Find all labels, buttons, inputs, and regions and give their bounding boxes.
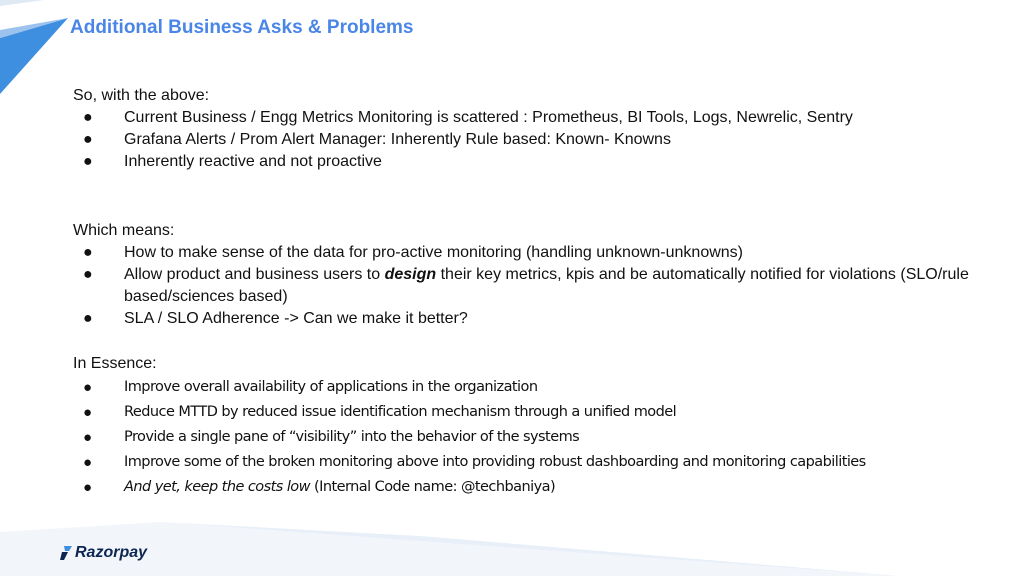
bullet-icon: ●	[83, 153, 93, 170]
corner-decoration-top	[0, 0, 80, 100]
list-item: ● Improve some of the broken monitoring above into providing robust dashboarding and monitoring capabilities	[73, 450, 973, 475]
list-item: ● Current Business / Engg Metrics Monitoring is scattered : Prometheus, BI Tools, Logs, Newrelic, Sentry	[73, 107, 973, 129]
section-which-means	[73, 220, 973, 330]
section-with-above	[73, 85, 973, 173]
list-item: ● And yet, keep the costs low (Internal Code name: @techbaniya)	[73, 475, 973, 500]
bullet-icon: ●	[83, 429, 92, 446]
list-item: ● Inherently reactive and not proactive	[73, 151, 973, 173]
razorpay-logo-icon	[60, 546, 72, 560]
section-heading: Which means:	[73, 222, 175, 239]
bullet-icon: ●	[83, 244, 93, 261]
bullet-icon: ●	[83, 131, 93, 148]
slide-title: Additional Business Asks & Problems	[70, 17, 414, 38]
list-item: ● How to make sense of the data for pro-active monitoring (handling unknown-unknowns)	[73, 242, 973, 264]
emphasis-text: design	[384, 266, 437, 283]
bullet-icon: ●	[83, 310, 93, 327]
bullet-list	[73, 375, 973, 500]
razorpay-logo	[60, 544, 147, 562]
list-item: ● Provide a single pane of “visibility” into the behavior of the systems	[73, 425, 973, 450]
bullet-icon: ●	[83, 109, 93, 126]
list-item: ● Allow product and business users to design their key metrics, kpis and be automatically notified for violations (SLO/rule based/sciences based)	[83, 266, 969, 305]
bullet-icon: ●	[83, 454, 92, 471]
list-item: ● Reduce MTTD by reduced issue identification mechanism through a unified model	[73, 400, 973, 425]
section-in-essence	[73, 353, 973, 500]
bullet-list	[73, 242, 973, 330]
bullet-list	[73, 107, 973, 173]
bullet-icon: ●	[83, 479, 92, 496]
bullet-icon: ●	[83, 404, 92, 421]
bottom-decoration	[0, 516, 1024, 576]
section-heading: So, with the above:	[73, 87, 210, 104]
bullet-icon: ●	[83, 266, 93, 283]
logo-text: Razorpay	[75, 544, 148, 561]
emphasis-text: And yet, keep the costs low	[124, 479, 310, 495]
list-item: ● Improve overall availability of applications in the organization	[73, 375, 973, 400]
bullet-icon: ●	[83, 379, 92, 396]
list-item: ● SLA / SLO Adherence -> Can we make it better?	[73, 308, 973, 330]
list-item: ● Grafana Alerts / Prom Alert Manager: Inherently Rule based: Known- Knowns	[73, 129, 973, 151]
section-heading: In Essence:	[73, 355, 157, 372]
